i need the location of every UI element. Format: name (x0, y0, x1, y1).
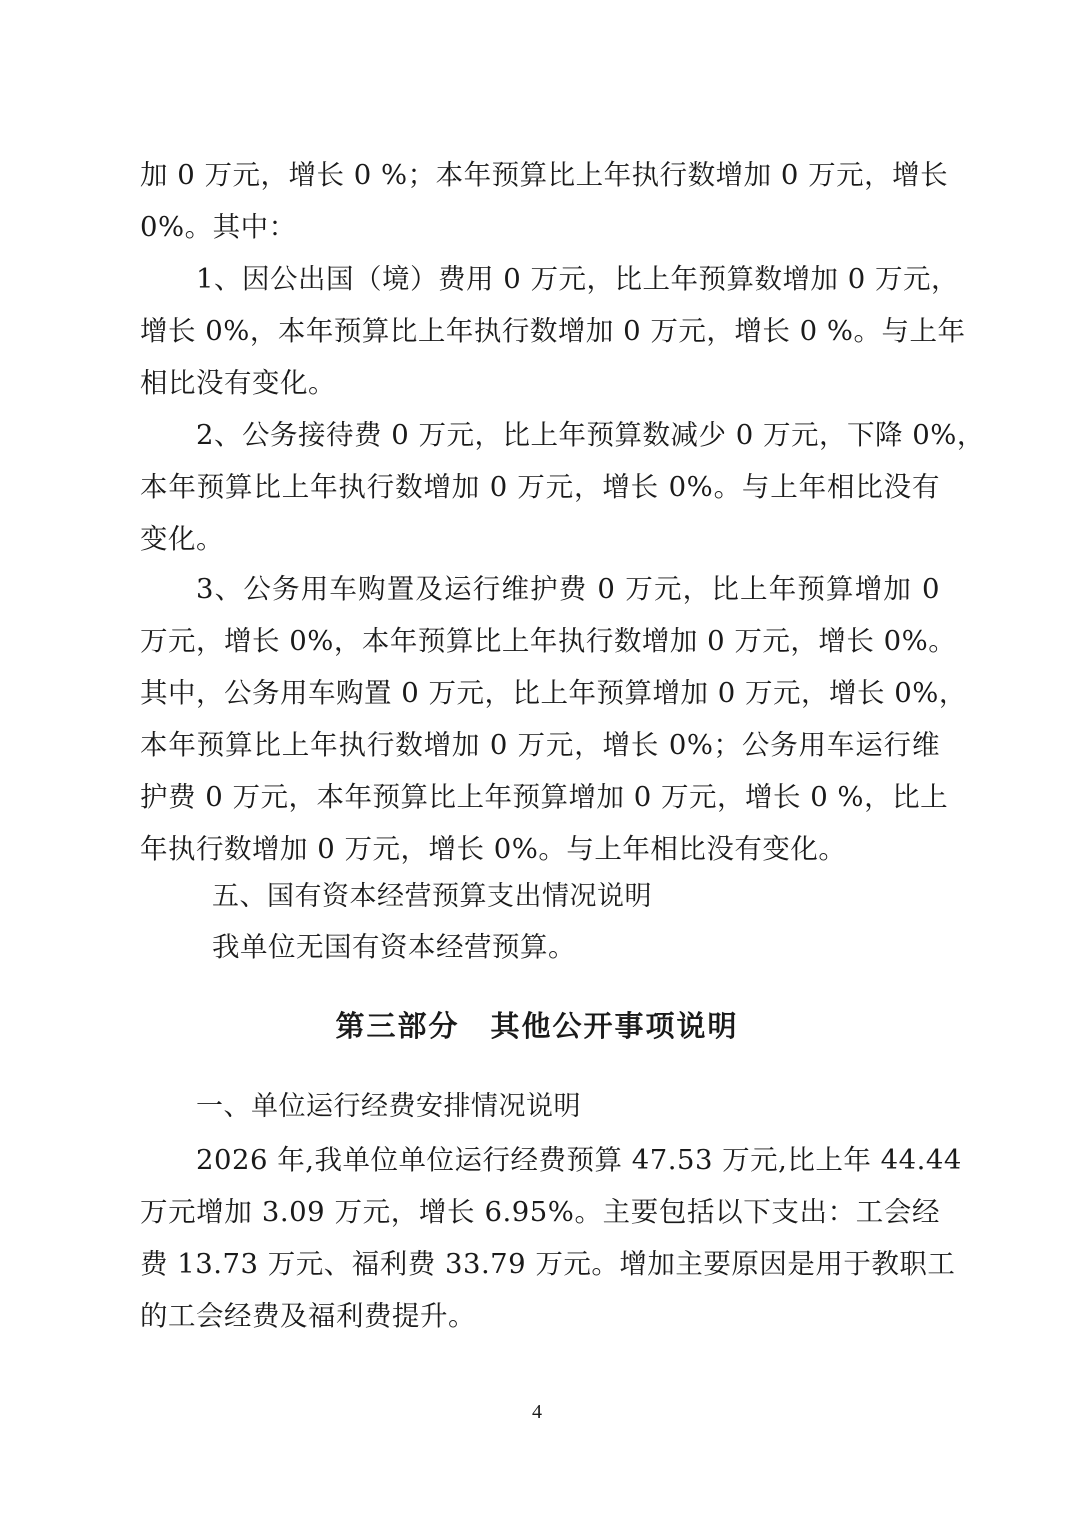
paragraph-line: 护费 0 万元，本年预算比上年预算增加 0 万元，增长 0 %，比上 (140, 781, 949, 813)
paragraph-line: 本年预算比上年执行数增加 0 万元，增长 0%。与上年相比没有 (140, 471, 940, 503)
paragraph-line: 万元增加 3.09 万元，增长 6.95%。主要包括以下支出：工会经 (140, 1196, 940, 1228)
paragraph-line: 万元，增长 0%，本年预算比上年执行数增加 0 万元，增长 0%。 (140, 625, 957, 657)
paragraph-line: 年执行数增加 0 万元，增长 0%。与上年相比没有变化。 (140, 833, 847, 865)
page-number: 4 (532, 1401, 542, 1423)
list-item-vehicles: 3、公务用车购置及运行维护费 0 万元，比上年预算增加 0 (196, 573, 940, 605)
paragraph-line: 其中，公务用车购置 0 万元，比上年预算增加 0 万元，增长 0%， (140, 677, 967, 709)
section-five-body: 我单位无国有资本经营预算。 (212, 931, 576, 963)
paragraph-line: 加 0 万元，增长 0 %；本年预算比上年执行数增加 0 万元，增长 (140, 159, 949, 191)
paragraph-line: 0%。其中： (140, 211, 297, 243)
paragraph-line: 变化。 (140, 523, 224, 555)
operating-expenses-heading: 一、单位运行经费安排情况说明 (196, 1091, 581, 1122)
paragraph-line: 费 13.73 万元、福利费 33.79 万元。增加主要原因是用于教职工 (140, 1248, 956, 1280)
paragraph-line: 2026 年,我单位单位运行经费预算 47.53 万元,比上年 44.44 (196, 1144, 962, 1176)
paragraph-line: 相比没有变化。 (140, 367, 336, 399)
section-five-heading: 五、国有资本经营预算支出情况说明 (212, 881, 652, 912)
list-item-overseas-travel: 1、因公出国（境）费用 0 万元，比上年预算数增加 0 万元， (196, 263, 959, 295)
list-item-reception: 2、公务接待费 0 万元，比上年预算数减少 0 万元，下降 0%， (196, 419, 985, 451)
paragraph-line: 本年预算比上年执行数增加 0 万元，增长 0%；公务用车运行维 (140, 729, 940, 761)
paragraph-line: 增长 0%，本年预算比上年执行数增加 0 万元，增长 0 %。与上年 (140, 315, 966, 347)
part-three-title: 第三部分 其他公开事项说明 (335, 1009, 739, 1043)
paragraph-line: 的工会经费及福利费提升。 (140, 1300, 476, 1332)
